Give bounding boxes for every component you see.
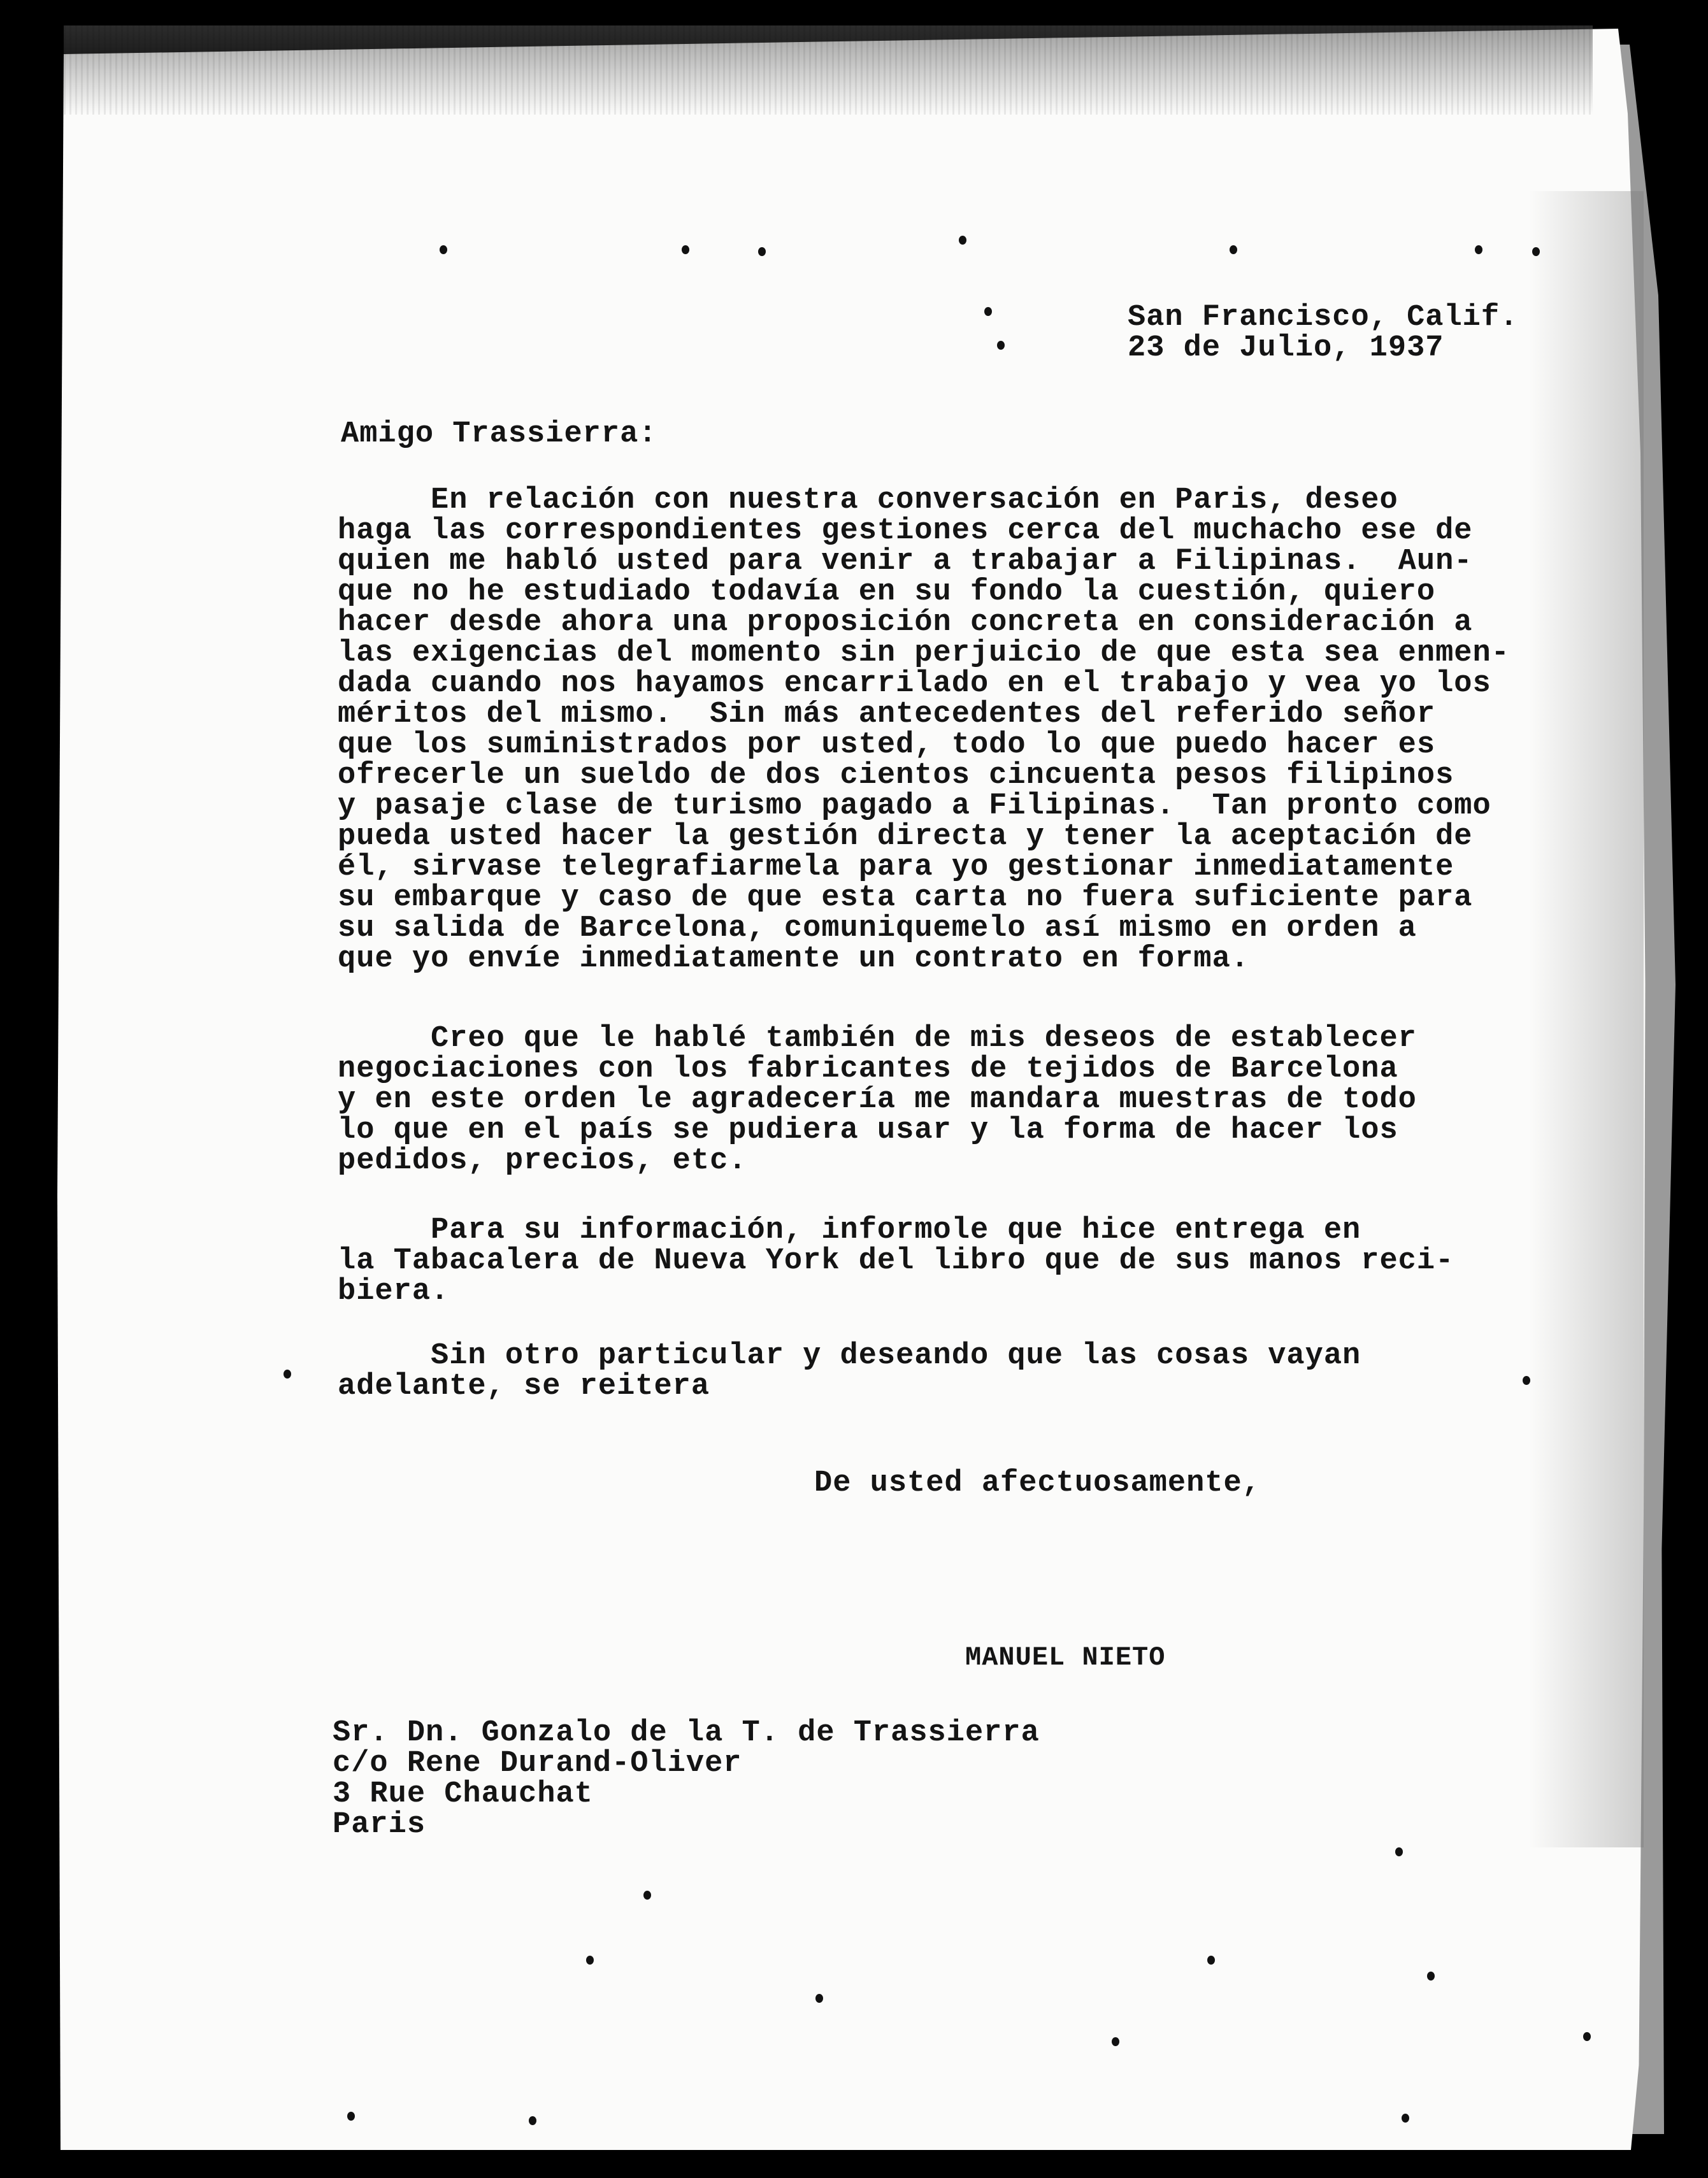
speck-mark [643, 1891, 651, 1900]
text-line: Para su información, informole que hice entrega en [338, 1214, 1361, 1247]
text-line: En relación con nuestra conversación en Paris, deseo [338, 484, 1398, 517]
speck-mark [1402, 2114, 1409, 2123]
text-line: lo que en el país se pudiera usar y la forma de hacer los [338, 1114, 1398, 1147]
text-line: adelante, se reitera [338, 1370, 710, 1403]
text-line: su embarque y caso de que esta carta no fuera suficiente para [338, 881, 1473, 915]
salutation: Amigo Trassierra: [341, 417, 657, 451]
place-and-date [1128, 303, 1518, 364]
address-line: Sr. Dn. Gonzalo de la T. de Trassierra [333, 1716, 1040, 1750]
body-paragraph-1 [338, 485, 1548, 975]
text-line: Creo que le hablé también de mis deseos de establecer [338, 1022, 1417, 1056]
address-line: 3 Rue Chauchat [333, 1777, 593, 1811]
place-line: San Francisco, Calif. [1128, 301, 1519, 334]
text-line: y en este orden le agradecería me mandara muestras de todo [338, 1083, 1417, 1117]
closing-line: De usted afectuosamente, [814, 1466, 1261, 1500]
speck-mark [586, 1956, 594, 1965]
text-line: las exigencias del momento sin perjuicio de que esta sea enmen- [338, 636, 1510, 670]
speck-mark [758, 247, 766, 256]
text-line: méritos del mismo. Sin más antecedentes del referido señor [338, 698, 1436, 731]
text-line: pueda usted hacer la gestión directa y tener la aceptación de [338, 820, 1473, 854]
text-line: que yo envíe inmediatamente un contrato en forma. [338, 942, 1250, 976]
text-line: Sin otro particular y deseando que las cosas vayan [338, 1339, 1361, 1373]
right-scan-shadow [1529, 191, 1644, 1847]
speck-mark [959, 236, 966, 245]
speck-mark [1395, 1847, 1403, 1856]
speck-mark [1112, 2037, 1119, 2046]
text-line: haga las correspondientes gestiones cerca del muchacho ese de [338, 514, 1473, 548]
body-paragraph-3 [338, 1215, 1548, 1307]
speck-mark [283, 1370, 291, 1379]
speck-mark [529, 2116, 536, 2125]
text-line: que los suministrados por usted, todo lo que puedo hacer es [338, 728, 1436, 762]
text-line: quien me habló usted para venir a trabajar a Filipinas. Aun- [338, 545, 1473, 578]
speck-mark [682, 245, 689, 254]
date-line: 23 de Julio, 1937 [1128, 331, 1444, 365]
text-line: y pasaje clase de turismo pagado a Filipinas. Tan pronto como [338, 789, 1491, 823]
text-line: negociaciones con los fabricantes de tejidos de Barcelona [338, 1052, 1398, 1086]
body-paragraph-2 [338, 1024, 1548, 1177]
speck-mark [1427, 1972, 1435, 1981]
speck-mark [440, 245, 447, 254]
text-line: dada cuando nos hayamos encarrilado en el trabajo y vea yo los [338, 667, 1491, 701]
speck-mark [1230, 245, 1237, 254]
top-scan-smudge [64, 25, 1593, 115]
text-line: hacer desde ahora una proposición concreta en consideración a [338, 606, 1473, 640]
speck-mark [1583, 2032, 1591, 2041]
text-line: que no he estudiado todavía en su fondo la cuestión, quiero [338, 575, 1436, 609]
text-line: biera. [338, 1275, 450, 1308]
recipient-address [333, 1718, 1040, 1840]
speck-mark [984, 307, 992, 316]
speck-mark [1475, 245, 1482, 254]
text-line: la Tabacalera de Nueva York del libro que de sus manos reci- [338, 1244, 1454, 1278]
address-line: c/o Rene Durand-Oliver [333, 1747, 742, 1780]
text-line: ofrecerle un sueldo de dos cientos cincuenta pesos filipinos [338, 759, 1454, 792]
text-line: él, sirvase telegrafiarmela para yo gestionar inmediatamente [338, 850, 1454, 884]
speck-mark [1532, 247, 1540, 256]
speck-mark [347, 2112, 355, 2121]
signature-name: MANUEL NIETO [965, 1642, 1166, 1673]
body-paragraph-4 [338, 1341, 1548, 1402]
speck-mark [1207, 1956, 1215, 1965]
address-line: Paris [333, 1808, 426, 1842]
speck-mark [997, 341, 1005, 350]
text-line: su salida de Barcelona, comuniquemelo así mismo en orden a [338, 912, 1417, 945]
speck-mark [815, 1994, 823, 2003]
text-line: pedidos, precios, etc. [338, 1144, 747, 1178]
